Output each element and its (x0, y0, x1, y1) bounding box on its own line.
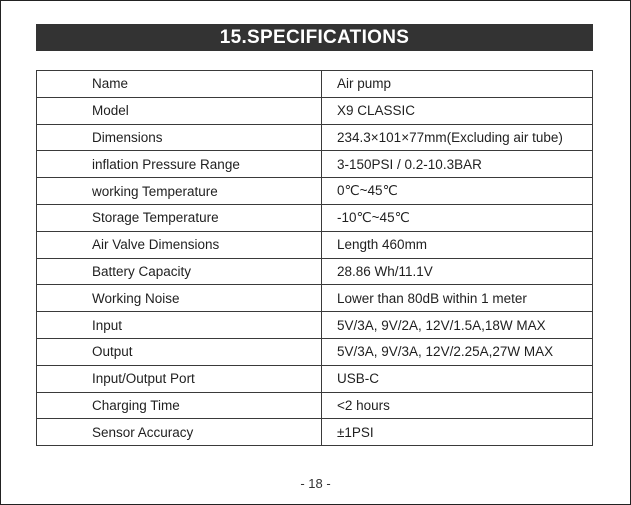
spec-value: Length 460mm (322, 231, 593, 258)
spec-row (37, 392, 593, 419)
spec-label: Name (37, 71, 322, 98)
spec-row (37, 231, 593, 258)
spec-label: Dimensions (37, 124, 322, 151)
spec-value: Air pump (322, 71, 593, 98)
spec-value: <2 hours (322, 392, 593, 419)
spec-row (37, 97, 593, 124)
spec-value: 234.3×101×77mm(Excluding air tube) (322, 124, 593, 151)
spec-value: -10℃~45℃ (322, 204, 593, 231)
spec-value: 0℃~45℃ (322, 178, 593, 205)
spec-row (37, 71, 593, 98)
spec-row (37, 151, 593, 178)
spec-label: Input/Output Port (37, 365, 322, 392)
spec-value: 5V/3A, 9V/2A, 12V/1.5A,18W MAX (322, 312, 593, 339)
spec-value: 5V/3A, 9V/3A, 12V/2.25A,27W MAX (322, 338, 593, 365)
spec-value: X9 CLASSIC (322, 97, 593, 124)
spec-label: Battery Capacity (37, 258, 322, 285)
spec-label: Charging Time (37, 392, 322, 419)
spec-value: 28.86 Wh/11.1V (322, 258, 593, 285)
section-title-bar (36, 24, 593, 51)
spec-label: Sensor Accuracy (37, 419, 322, 446)
page-number: - 18 - (300, 476, 331, 491)
spec-row (37, 285, 593, 312)
spec-value: 3-150PSI / 0.2-10.3BAR (322, 151, 593, 178)
specifications-table (36, 70, 593, 446)
spec-label: Air Valve Dimensions (37, 231, 322, 258)
spec-row (37, 338, 593, 365)
spec-value: ±1PSI (322, 419, 593, 446)
spec-row (37, 365, 593, 392)
spec-label: Storage Temperature (37, 204, 322, 231)
spec-row (37, 178, 593, 205)
specifications-table-body (37, 71, 593, 446)
spec-value: USB-C (322, 365, 593, 392)
spec-row (37, 419, 593, 446)
spec-row (37, 204, 593, 231)
spec-label: Input (37, 312, 322, 339)
spec-row (37, 258, 593, 285)
spec-label: working Temperature (37, 178, 322, 205)
spec-label: inflation Pressure Range (37, 151, 322, 178)
spec-value: Lower than 80dB within 1 meter (322, 285, 593, 312)
spec-label: Output (37, 338, 322, 365)
spec-row (37, 124, 593, 151)
spec-row (37, 312, 593, 339)
spec-label: Model (37, 97, 322, 124)
section-title: 15.SPECIFICATIONS (219, 26, 410, 48)
spec-label: Working Noise (37, 285, 322, 312)
